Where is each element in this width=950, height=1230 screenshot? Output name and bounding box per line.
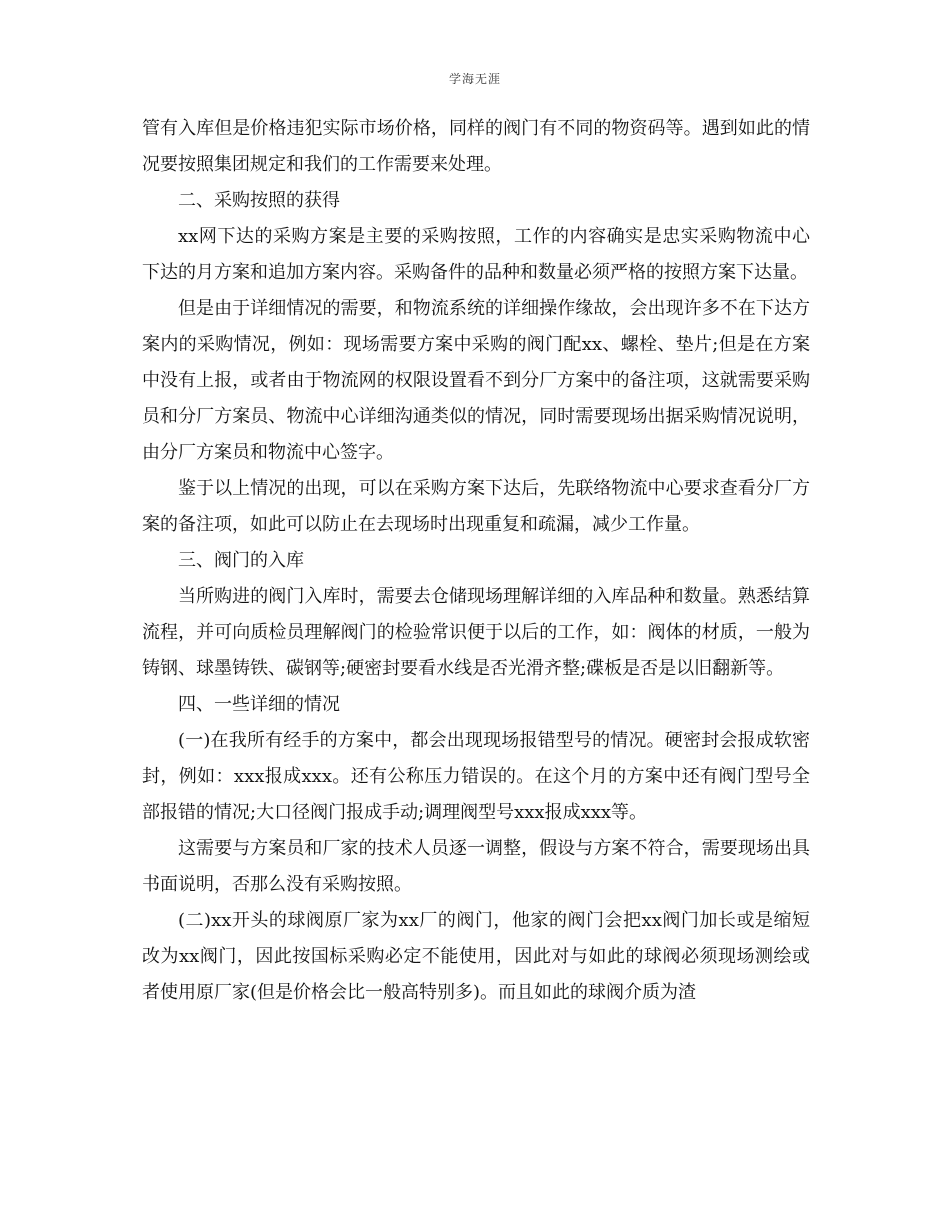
paragraph: xx网下达的采购方案是主要的采购按照，工作的内容确实是忠实采购物流中心下达的月方案和追加方案内容。采购备件的品种和数量必须严格的按照方案下达量。 [142, 226, 810, 283]
section-heading: 四、一些详细的情况 [178, 694, 340, 715]
paragraph: 这需要与方案员和厂家的技术人员逐一调整，假设与方案不符合，需要现场出具书面说明，否那么没有采购按照。 [142, 838, 810, 895]
paragraph: 管有入库但是价格违犯实际市场价格，同样的阀门有不同的物资码等。遇到如此的情况要按照集团规定和我们的工作需要来处理。 [142, 118, 810, 175]
document-body [142, 111, 810, 1011]
paragraph: 当所购进的阀门入库时，需要去仓储现场理解详细的入库品种和数量。熟悉结算流程，并可向质检员理解阀门的检验常识便于以后的工作，如：阀体的材质，一般为铸钢、球墨铸铁、碳钢等;硬密封要看水线是否光滑齐整;碟板是否是以旧翻新等。 [142, 586, 810, 679]
section-heading: 三、阀门的入库 [178, 550, 304, 571]
paragraph: 鉴于以上情况的出现，可以在采购方案下达后，先联络物流中心要求查看分厂方案的备注项，如此可以防止在去现场时出现重复和疏漏，减少工作量。 [142, 478, 810, 535]
paragraph: (二)xx开头的球阀原厂家为xx厂的阀门，他家的阀门会把xx阀门加长或是缩短改为xx阀门，因此按国标采购必定不能使用，因此对与如此的球阀必须现场测绘或者使用原厂家(但是价格会比一般高特别多)。而且如此的球阀介质为渣 [142, 910, 810, 1003]
page-header: 学海无涯 [448, 72, 501, 86]
paragraph: (一)在我所有经手的方案中，都会出现现场报错型号的情况。硬密封会报成软密封，例如：xxx报成xxx。还有公称压力错误的。在这个月的方案中还有阀门型号全部报错的情况;大口径阀门报成手动;调理阀型号xxx报成xxx等。 [142, 730, 810, 823]
section-heading: 二、采购按照的获得 [178, 190, 340, 211]
paragraph: 但是由于详细情况的需要，和物流系统的详细操作缘故，会出现许多不在下达方案内的采购情况，例如：现场需要方案中采购的阀门配xx、螺栓、垫片;但是在方案中没有上报，或者由于物流网的权限设置看不到分厂方案中的备注项，这就需要采购员和分厂方案员、物流中心详细沟通类似的情况，同时需要现场出据采购情况说明，由分厂方案员和物流中心签字。 [142, 298, 810, 463]
